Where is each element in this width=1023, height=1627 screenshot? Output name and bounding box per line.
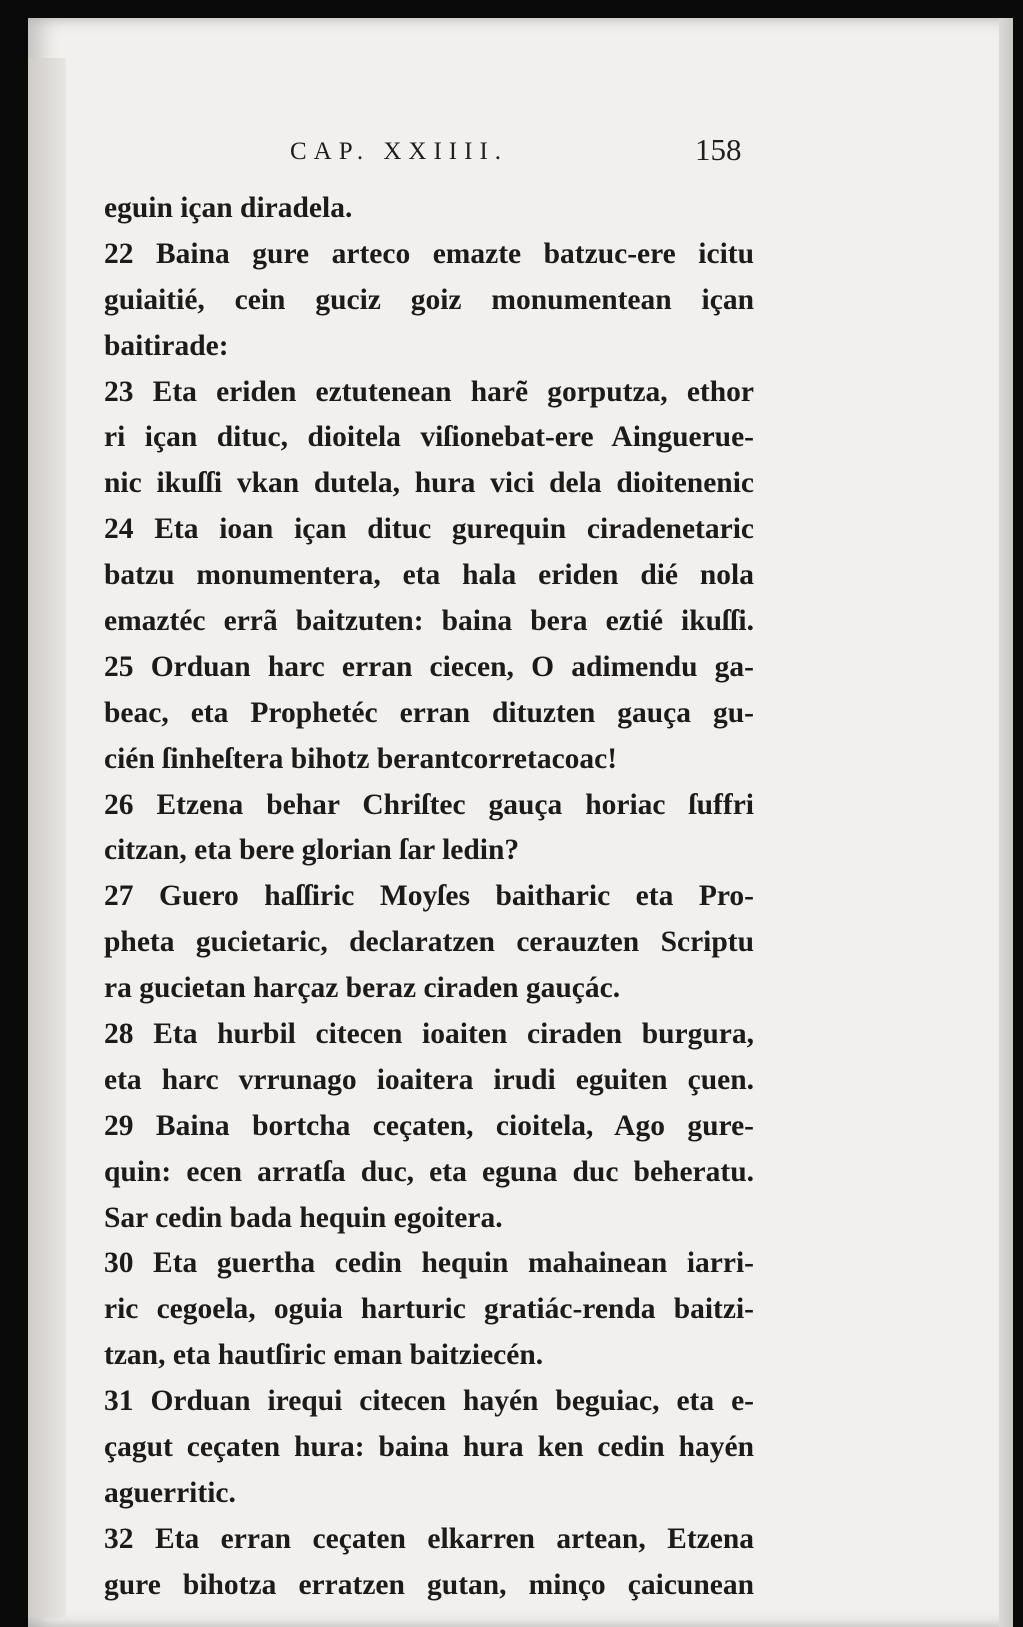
text-line: 27 Guero haſſiric Moyſes baitharic eta Pro- <box>104 880 754 913</box>
text-line: nic ikuſſi vkan dutela, hura vici dela dioitenenic <box>104 467 754 500</box>
text-line: citzan, eta bere glorian ſar ledin? <box>104 834 520 867</box>
text-line: guiaitié, cein guciz goiz monumentean içan <box>104 283 754 316</box>
text-line: pheta gucietaric, declaratzen cerauzten Scriptu <box>104 926 754 959</box>
body-text <box>104 186 754 1609</box>
text-line: quin: ecen arratſa duc, eta eguna duc beheratu. <box>104 1155 754 1188</box>
text-line: beac, eta Prophetéc erran dituzten gauça gu- <box>104 696 754 729</box>
page-gutter <box>28 58 66 1618</box>
running-head: CAP. XXIIII. <box>290 138 509 165</box>
text-line: ric cegoela, oguia harturic gratiác-renda baitzi- <box>104 1293 754 1326</box>
text-line: ri içan dituc, dioitela viſionebat-ere Ainguerue- <box>104 421 754 454</box>
text-line: 25 Orduan harc erran ciecen, O adimendu ga- <box>104 650 754 683</box>
text-line: cién ſinheſtera bihotz berantcorretacoac! <box>104 742 618 775</box>
text-line: 22 Baina gure arteco emazte batzuc-ere icitu <box>104 237 754 270</box>
text-line: 26 Etzena behar Chriſtec gauça horiac ſuffri <box>104 788 754 821</box>
text-line: aguerritic. <box>104 1476 236 1509</box>
text-line: eta harc vrrunago ioaitera irudi eguiten çuen. <box>104 1063 754 1096</box>
text-line: 31 Orduan irequi citecen hayén beguiac, eta e- <box>104 1385 754 1418</box>
text-line: ra gucietan harçaz beraz ciraden gauçác. <box>104 972 621 1005</box>
text-line: 30 Eta guertha cedin hequin mahainean iarri- <box>104 1247 754 1280</box>
page-number: 158 <box>695 132 742 167</box>
text-line: emaztéc errã baitzuten: baina bera eztié ikuſſi. <box>104 605 754 638</box>
text-line: batzu monumentera, eta hala eriden dié nola <box>104 559 754 592</box>
text-line: eguin içan diradela. <box>104 192 353 224</box>
text-line: 29 Baina bortcha ceçaten, cioitela, Ago gure- <box>104 1109 754 1142</box>
page-edge <box>999 18 1013 1627</box>
text-line: 24 Eta ioan içan dituc gurequin ciradenetaric <box>104 513 754 546</box>
text-line: baitirade: <box>104 329 229 362</box>
text-line: tzan, eta hautſiric eman baitziecén. <box>104 1339 544 1372</box>
text-line: gure bihotza erratzen gutan, minço çaicunean <box>104 1568 754 1601</box>
text-line: 32 Eta erran ceçaten elkarren artean, Etzena <box>104 1522 754 1555</box>
text-line: 28 Eta hurbil citecen ioaiten ciraden burgura, <box>104 1018 754 1051</box>
text-line: Sar cedin bada hequin egoitera. <box>104 1201 503 1234</box>
text-line: 23 Eta eriden eztutenean harẽ gorputza, ethor <box>104 375 754 408</box>
text-line: çagut ceçaten hura: baina hura ken cedin hayén <box>104 1431 754 1464</box>
